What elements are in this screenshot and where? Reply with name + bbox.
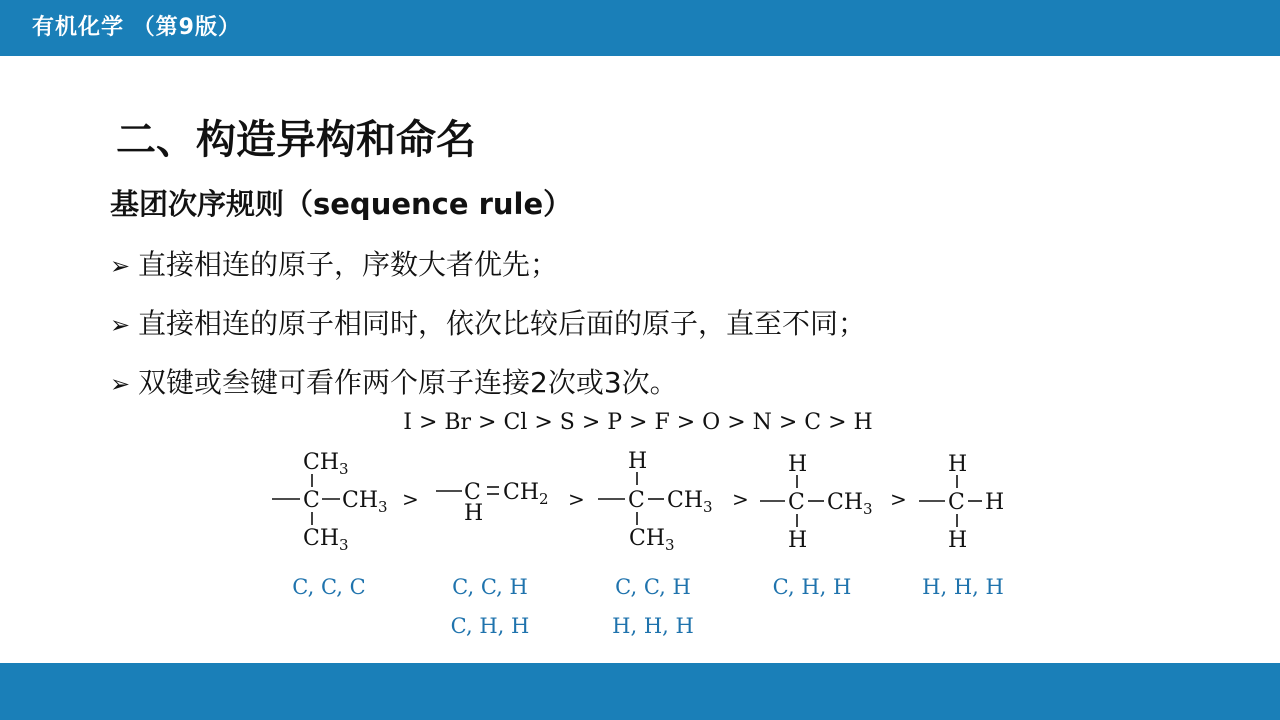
arrow-bullet-icon: ➢	[110, 370, 131, 398]
group-methyl	[919, 452, 1004, 553]
atom-h-bottom: H	[788, 528, 808, 553]
atom-c: C	[628, 488, 645, 513]
atom-ch3-top: $CH_3$	[303, 450, 349, 478]
substituent-label: C, C, H	[615, 575, 691, 599]
bullet-text: 直接相连的原子相同时，依次比较后面的原子，直至不同；	[138, 307, 867, 340]
greater-than: >	[402, 487, 419, 511]
group-ethyl	[760, 452, 873, 553]
atom-ch3-right: $CH_3$	[827, 490, 873, 518]
top-bar	[0, 0, 1280, 56]
substituent-label: H, H, H	[612, 614, 694, 638]
atom-h: H	[464, 501, 484, 526]
priority-order: I > Br > Cl > S > P > F > O > N > C > H	[403, 410, 873, 435]
group-tert-butyl	[272, 450, 388, 554]
arrow-bullet-icon: ➢	[110, 311, 131, 339]
atom-ch2: $CH_2$	[503, 480, 549, 508]
atom-ch3-bottom: $CH_3$	[303, 526, 349, 554]
atom-ch3-right: $CH_3$	[667, 488, 713, 516]
group-isopropyl	[598, 449, 713, 554]
bullet-text: 直接相连的原子，序数大者优先；	[138, 248, 559, 281]
subheading: 基团次序规则（sequence rule）	[110, 187, 573, 221]
bullet-item	[110, 302, 866, 342]
structure-diagram	[0, 400, 1280, 655]
atom-h-bottom: H	[948, 528, 968, 553]
bottom-bar	[0, 663, 1280, 720]
atom-ch3-right: $CH_3$	[342, 488, 388, 516]
greater-than: >	[890, 487, 907, 511]
substituent-label: C, C, C	[292, 575, 366, 599]
atom-c: C	[788, 490, 805, 515]
bullet-text: 双键或叁键可看作两个原子连接2次或3次。	[138, 366, 678, 399]
section-heading: 二、构造异构和命名	[116, 117, 476, 163]
substituent-label: H, H, H	[922, 575, 1004, 599]
greater-than: >	[568, 487, 585, 511]
atom-h-top: H	[788, 452, 808, 477]
group-vinyl	[436, 480, 549, 526]
atom-c: C	[464, 480, 481, 505]
atom-c: C	[948, 490, 965, 515]
header-title: 有机化学 （第9版）	[32, 15, 241, 40]
bullet-item	[110, 243, 558, 283]
atom-ch3-bottom: $CH_3$	[629, 526, 675, 554]
bullet-item	[110, 361, 678, 401]
atom-c: C	[303, 488, 320, 513]
greater-than: >	[732, 487, 749, 511]
substituent-label: C, C, H	[452, 575, 528, 599]
arrow-bullet-icon: ➢	[110, 252, 131, 280]
atom-h-top: H	[628, 449, 648, 474]
atom-h-top: H	[948, 452, 968, 477]
substituent-label: C, H, H	[772, 575, 852, 599]
atom-h-right: H	[985, 490, 1005, 515]
substituent-label: C, H, H	[450, 614, 530, 638]
